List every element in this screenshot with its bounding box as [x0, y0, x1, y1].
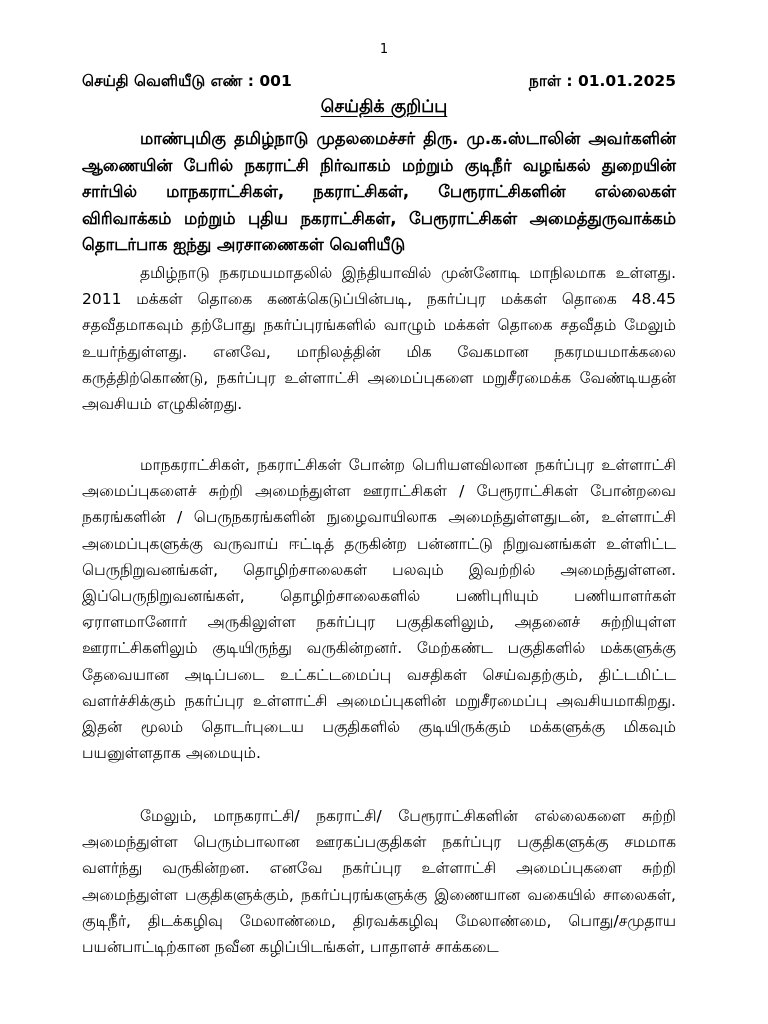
release-number: செய்தி வெளியீடு எண் : 001	[82, 72, 292, 90]
page-number: 1	[379, 42, 389, 57]
meta-row	[82, 72, 676, 92]
body-paragraph-1: தமிழ்நாடு நகரமயமாதலில் இந்தியாவில் முன்னோடி மாநிலமாக உள்ளது. 2011 மக்கள் தொகை கணக்கெடுப்பின்படி, நகர்ப்புர மக்கள் தொகை 48.45 சதவீதமாகவும் தற்போது நகர்ப்புரங்களில் வாழும் மக்கள் தொகை சதவீதம் மேலும் உயர்ந்துள்ளது. எனவே, மாநிலத்தின் மிக வேகமான நகரமயமாக்கலை கருத்திற்கொண்டு, நகர்ப்புர உள்ளாட்சி அமைப்புகளை மறுசீரமைக்க வேண்டியதன் அவசியம் எழுகின்றது.	[82, 264, 676, 414]
body-paragraph-3: மேலும், மாநகராட்சி/ நகராட்சி/ பேரூராட்சிகளின் எல்லைகளை சுற்றி அமைந்துள்ள பெரும்பாலான ஊரகப்பகுதிகள் நகர்ப்புர பகுதிகளுக்கு சமமாக வளர்ந்து வருகின்றன. எனவே நகர்ப்புர உள்ளாட்சி அமைப்புகளை சுற்றி அமைந்துள்ள பகுதிகளுக்கும், நகர்ப்புரங்களுக்கு இணையான வகையில் சாலைகள், குடிநீர், திடக்கழிவு மேலாண்மை, திரவக்கழிவு மேலாண்மை, பொது/சமுதாய பயன்பாட்டிற்கான நவீன கழிப்பிடங்கள், பாதாளச் சாக்கடை	[82, 807, 676, 957]
headline: மாண்புமிகு தமிழ்நாடு முதலமைச்சர் திரு. மு.க.ஸ்டாலின் அவர்களின் ஆணையின் பேரில் நகராட்சி நிர்வாகம் மற்றும் குடிநீர் வழங்கல் துறையின் சார்பில் மாநகராட்சிகள், நகராட்சிகள், பேரூராட்சிகளின் எல்லைகள் விரிவாக்கம் மற்றும் புதிய நகராட்சிகள், பேரூராட்சிகள் அமைத்துருவாக்கம் தொடர்பாக ஐந்து அரசாணைகள் வெளியீடு	[82, 129, 676, 254]
document-title: செய்திக் குறிப்பு	[320, 97, 448, 117]
body-paragraph-2: மாநகராட்சிகள், நகராட்சிகள் போன்ற பெரியளவிலான நகர்ப்புர உள்ளாட்சி அமைப்புகளைச் சுற்றி அமைந்துள்ள ஊராட்சிகள் / பேரூராட்சிகள் போன்றவை நகரங்களின் / பெருநகரங்களின் நுழைவாயிலாக அமைந்துள்ளதுடன், உள்ளாட்சி அமைப்புகளுக்கு வருவாய் ஈட்டித் தருகின்ற பன்னாட்டு நிறுவனங்கள் உள்ளிட்ட பெருநிறுவனங்கள், தொழிற்சாலைகள் பலவும் இவற்றில் அமைந்துள்ளன. இப்பெருநிறுவனங்கள், தொழிற்சாலைகளில் பணிபுரியும் பணியாளர்கள் ஏராளமானோர் அருகிலுள்ள நகர்ப்புர பகுதிகளிலும், அதனைச் சுற்றியுள்ள ஊராட்சிகளிலும் குடியிருந்து வருகின்றனர். மேற்கண்ட பகுதிகளில் மக்களுக்கு தேவையான அடிப்படை உட்கட்டமைப்பு வசதிகள் செய்வதற்கும், திட்டமிட்ட வளர்ச்சிக்கும் நகர்ப்புர உள்ளாட்சி அமைப்புகளின் மறுசீரமைப்பு அவசியமாகிறது. இதன் மூலம் தொடர்புடைய பகுதிகளில் குடியிருக்கும் மக்களுக்கு மிகவும் பயனுள்ளதாக அமையும்.	[82, 456, 676, 763]
release-date: நாள் : 01.01.2025	[528, 72, 676, 90]
